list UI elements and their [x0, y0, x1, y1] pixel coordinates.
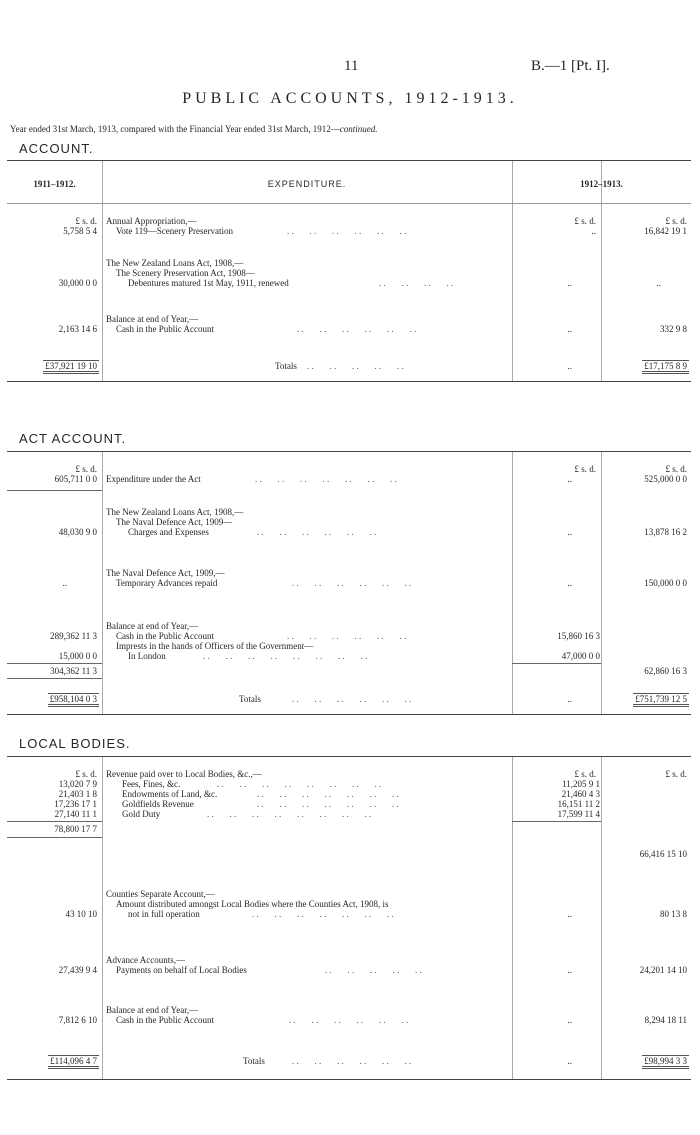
total-curr: [601, 361, 689, 371]
curr-amount: 16,842 19 1: [644, 226, 687, 236]
item-line: The Naval Defence Act, 1909—: [116, 517, 233, 527]
prev-amount: ..: [62, 578, 67, 588]
naval-defence-table: £ s. d. £ s. d. £ s. d. 605,711 0 0 Expenditure under the Act . . . . . . . . . . . . . . .. 525,000 0 0 The New Zealand Loans Act, 1908,— The Naval Defence Act, 1909— Charges and Expenses 48,030 9 0 . . . . . . . . . . . . .. 13,878 16 2 The Naval Defence Act, 1909,— Temporary Advances repaid .. . . . . . . . . . . . . .. 150,000 0 0 Balance at end of Year,— Cash in the Public Account Imprests in the hands of Officers of the Government— In London 289,362 11 3 15,000 0 0 304,362 11 3 . . . . . . . . . . . . . . . . . . . . . . . . . . . . 15,860 16 3 47,000 0 0 62,860 16 3 £958,104 0 3 Totals . . . . . . . . . . . . .. £751,739 12 5: [7, 451, 691, 715]
sub-amount: ..: [567, 578, 572, 588]
curr-amount: 150,000 0 0: [644, 578, 687, 588]
prev-subtotal: 304,362 11 3: [50, 666, 97, 676]
page-number: 11: [344, 58, 359, 74]
prev-amount: 48,030 9 0: [58, 527, 97, 537]
page-subtitle: [10, 124, 378, 134]
lsd-label: £ s. d.: [75, 216, 97, 226]
item-line: Cash in the Public Account: [116, 631, 214, 641]
total-curr: [601, 1056, 689, 1066]
item-line: The Scenery Preservation Act, 1908—: [116, 268, 255, 278]
prev-amount: 2,163 14 6: [58, 324, 97, 334]
sub-amount: ..: [567, 909, 572, 919]
total-sub: ..: [567, 361, 572, 371]
sub-amount: 21,460 4 3: [561, 789, 600, 799]
col-header-expenditure: EXPENDITURE.: [267, 179, 347, 189]
total-curr-value: £751,739 12 5: [633, 693, 689, 707]
total-curr: [601, 694, 689, 704]
totals-label: Totals: [275, 361, 297, 371]
col-header-prev: 1911–1912.: [33, 179, 76, 189]
sub-amount: ..: [567, 474, 572, 484]
item-line: Advance Accounts,—: [106, 955, 185, 965]
sub-amount: 15,860 16 3: [557, 631, 600, 641]
lsd-label: £ s. d.: [75, 464, 97, 474]
total-curr-value: £17,175 8 9: [642, 360, 689, 374]
lsd-label: £ s. d.: [665, 464, 687, 474]
sub-amount: ..: [567, 278, 572, 288]
sub-amount: ..: [567, 527, 572, 537]
curr-amount: 332 9 8: [660, 324, 687, 334]
prev-amount: 17,236 17 1: [54, 799, 97, 809]
total-prev: [7, 1056, 99, 1066]
sub-amount: ..: [567, 324, 572, 334]
sub-amount: 17,599 11 4: [557, 809, 600, 819]
prev-amount: 30,000 0 0: [58, 278, 97, 288]
item-line: Charges and Expenses: [128, 527, 209, 537]
totals-label: Totals: [239, 694, 261, 704]
item-line: The New Zealand Loans Act, 1908,—: [106, 507, 244, 517]
item-line: The New Zealand Loans Act, 1908,—: [106, 258, 244, 268]
total-prev: [7, 694, 99, 704]
prev-amount: 5,758 5 4: [63, 226, 97, 236]
lsd-label: £ s. d.: [665, 769, 687, 779]
prev-amount: 7,812 6 10: [58, 1015, 97, 1025]
subtitle-main: Year ended 31st March, 1913, compared with the Financial Year ended 31st March, 1912—: [10, 124, 340, 134]
revenue-row-label: Fees, Fines, &c.: [122, 779, 181, 789]
curr-amount: 525,000 0 0: [644, 474, 687, 484]
sub-amount: 16,151 11 2: [557, 799, 600, 809]
item-line: not in full operation: [128, 909, 200, 919]
curr-amount: 13,878 16 2: [644, 527, 687, 537]
total-sub: ..: [567, 694, 572, 704]
item-line: Balance at end of Year,—: [106, 314, 199, 324]
total-curr-value: £98,994 3 3: [642, 1055, 689, 1069]
item-line: Balance at end of Year,—: [106, 621, 199, 631]
parliamentary-paper-ref: B.—1 [Pt. I].: [531, 58, 610, 74]
col-header-curr: 1912–1913.: [580, 179, 623, 189]
curr-amount: 62,860 16 3: [644, 666, 687, 676]
curr-amount: 8,294 18 11: [644, 1015, 687, 1025]
total-sub: ..: [567, 1056, 572, 1066]
lsd-label: £ s. d.: [665, 216, 687, 226]
item-line: Payments on behalf of Local Bodies: [116, 965, 247, 975]
item-line: Amount distributed amongst Local Bodies where the Counties Act, 1908, is: [116, 899, 389, 909]
lsd-label: £ s. d.: [574, 769, 596, 779]
totals-label: Totals: [243, 1056, 265, 1066]
prev-amount: 43 10 10: [65, 909, 97, 919]
section-heading-local: LOCAL BODIES.: [19, 736, 131, 751]
lsd-label: £ s. d.: [75, 769, 97, 779]
total-prev-value: £37,921 19 10: [43, 360, 99, 374]
revenue-title: Revenue paid over to Local Bodies, &c.,—: [106, 769, 262, 779]
lsd-label: £ s. d.: [574, 216, 596, 226]
revenue-row-label: Goldfields Revenue: [122, 799, 194, 809]
item-line: Counties Separate Account,—: [106, 889, 215, 899]
total-prev: [7, 361, 99, 371]
local-bodies-table: £ s. d. £ s. d. £ s. d. Revenue paid over to Local Bodies, &c.,— 13,020 7 9 Fees, Fines, &c. . . . . . . . . . . . . . . . . 11,205 9 1 21,403 1 8 Endowments of Land, &c. . . . . . . . . . . . . . . 21,460 4 3 17,236 17 1 Goldfields Revenue . . . . . . . . . . . . . . 16,151 11 2 27,140 11 1 Gold Duty . . . . . . . . . . . . . . . . 17,599 11 4 78,800 17 7 66,416 15 10 Counties Separate Account,— Amount distributed amongst Local Bodies where the Counties Act, 1908, is not in full operation 43 10 10 . . . . . . . . . . . . . . .. 80 13 8 Advance Accounts,— Payments on behalf of Local Bodies 27,439 9 4 . . . . . . . . . . .. 24,201 14 10 Balance at end of Year,— Cash in the Public Account 7,812 6 10 . . . . . . . . . . . . .. 8,294 18 11 £114,096 4 7 Totals . . . . . . . . . . . . .. £98,994 3 3: [7, 756, 691, 1080]
item-line: The Naval Defence Act, 1909,—: [106, 568, 225, 578]
curr-amount: ..: [656, 278, 661, 288]
sub-amount: ..: [591, 226, 596, 236]
prev-subtotal: 78,800 17 7: [54, 824, 97, 834]
total-prev-value: £958,104 0 3: [48, 693, 99, 707]
sub-amount: ..: [567, 965, 572, 975]
prev-amount: 13,020 7 9: [58, 779, 97, 789]
sub-amount: ..: [567, 1015, 572, 1025]
item-line: Debentures matured 1st May, 1911, renewed: [128, 278, 289, 288]
curr-amount: 66,416 15 10: [639, 849, 687, 859]
revenue-row-label: Gold Duty: [122, 809, 161, 819]
item-line: Cash in the Public Account: [116, 1015, 214, 1025]
item-line: Cash in the Public Account: [116, 324, 214, 334]
lsd-label: £ s. d.: [574, 464, 596, 474]
prev-amount: 605,711 0 0: [54, 474, 97, 484]
section-heading-scenery: ACCOUNT.: [19, 141, 94, 156]
prev-amount: 27,140 11 1: [54, 809, 97, 819]
item-line: Imprests in the hands of Officers of the Government—: [116, 641, 314, 651]
prev-amount: 21,403 1 8: [58, 789, 97, 799]
total-prev-value: £114,096 4 7: [48, 1055, 99, 1069]
item-line: Expenditure under the Act: [106, 474, 201, 484]
prev-amount: 27,439 9 4: [58, 965, 97, 975]
item-line: Annual Appropriation,—: [106, 216, 197, 226]
item-line: Temporary Advances repaid: [116, 578, 218, 588]
curr-amount: 24,201 14 10: [639, 965, 687, 975]
sub-amount: 47,000 0 0: [561, 651, 600, 661]
curr-amount: 80 13 8: [660, 909, 687, 919]
revenue-row-label: Endowments of Land, &c.: [122, 789, 218, 799]
section-heading-naval: ACT ACCOUNT.: [19, 431, 127, 446]
scenery-account-table: 1911–1912. EXPENDITURE. 1912–1913. £ s. d. £ s. d. £ s. d. 5,758 5 4 Annual Appropriation,— Vote 119—Scenery Preservation . . . . . . . . . . . . .. 16,842 19 1 The New Zealand Loans Act, 1908,— The Scenery Preservation Act, 1908— Debentures matured 1st May, 1911, renewed 30,000 0 0 . . . . . . . . .. .. Balance at end of Year,— Cash in the Public Account 2,163 14 6 . . . . . . . . . . . . .. 332 9 8 £37,921 19 10 Totals . . . . . . . . . . .. £17,175 8 9: [7, 160, 691, 382]
item-line: In London: [128, 651, 166, 661]
subtitle-continued: continued.: [339, 124, 378, 134]
prev-amount: 15,000 0 0: [58, 651, 97, 661]
page-title: PUBLIC ACCOUNTS, 1912-1913.: [182, 90, 518, 107]
prev-amount: 289,362 11 3: [50, 631, 97, 641]
sub-amount: 11,205 9 1: [562, 779, 600, 789]
item-line: Vote 119—Scenery Preservation: [116, 226, 233, 236]
item-line: Balance at end of Year,—: [106, 1005, 199, 1015]
